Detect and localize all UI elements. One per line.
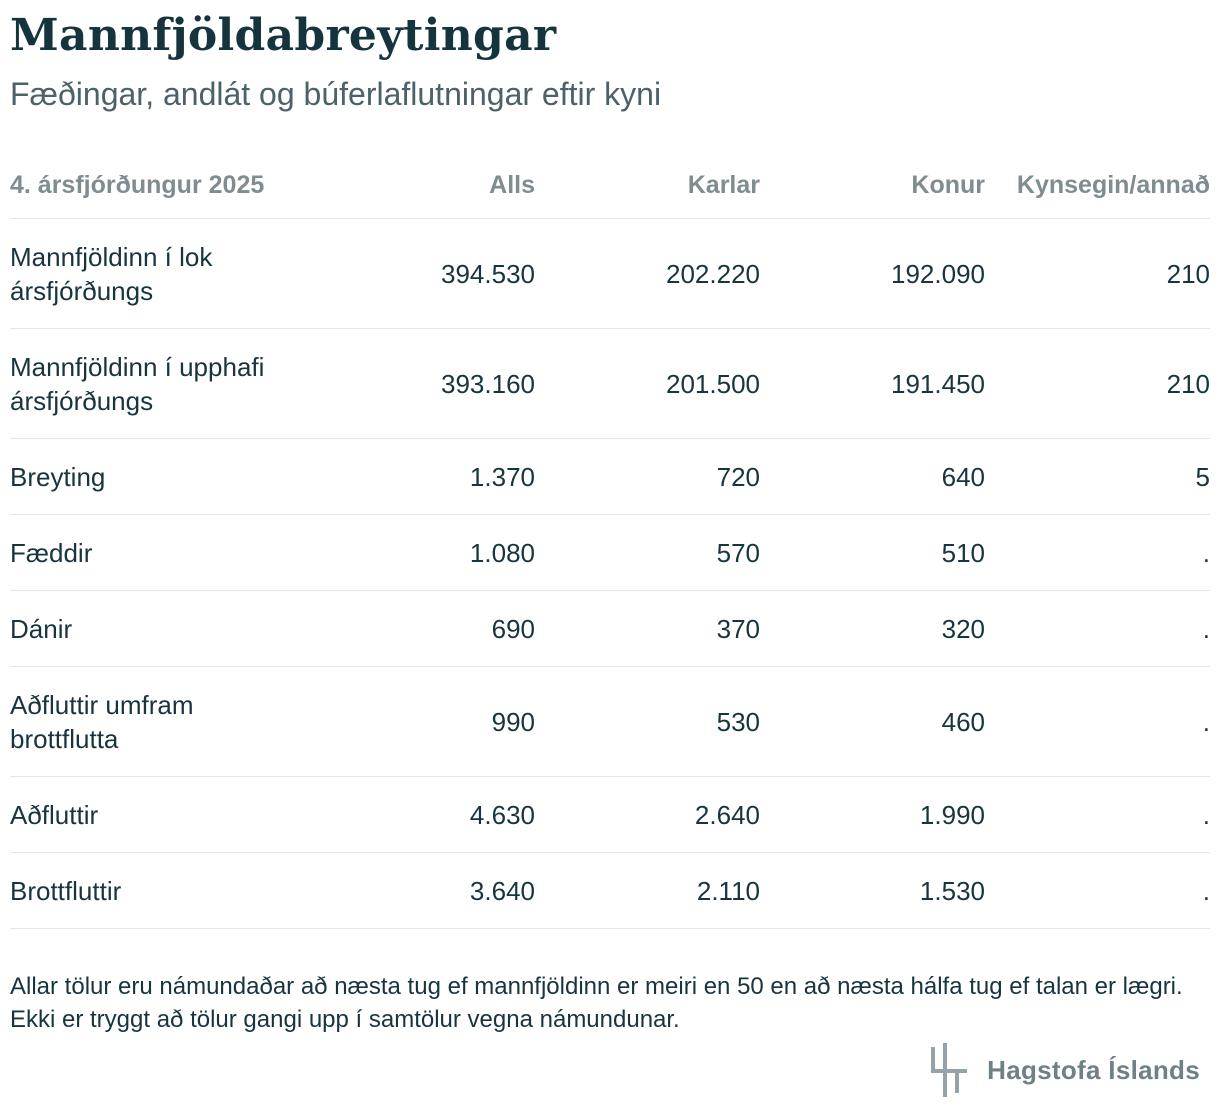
cell-women: 510 xyxy=(760,515,985,591)
row-label xyxy=(10,329,310,439)
table-row xyxy=(10,853,1210,929)
cell-total: 4.630 xyxy=(310,777,535,853)
cell-women: 1.530 xyxy=(760,853,985,929)
cell-total: 690 xyxy=(310,591,535,667)
cell-nonbinary: 210 xyxy=(985,329,1210,439)
cell-nonbinary: 210 xyxy=(985,219,1210,329)
cell-nonbinary: . xyxy=(985,777,1210,853)
brand-name: Hagstofa Íslands xyxy=(987,1054,1200,1085)
cell-women: 192.090 xyxy=(760,219,985,329)
page-title: Mannfjöldabreytingar xyxy=(10,10,557,61)
cell-nonbinary: 5 xyxy=(985,439,1210,515)
table-row xyxy=(10,515,1210,591)
footnote: Allar tölur eru námundaðar að næsta tug ef mannfjöldinn er meiri en 50 en að næsta hálfa tug ef talan er lægri. Ekki er tryggt að tölur gangi upp í samtölur vegna námundunar. xyxy=(10,973,1183,1033)
cell-men: 202.220 xyxy=(535,219,760,329)
cell-men: 720 xyxy=(535,439,760,515)
hagstofa-logo-icon xyxy=(929,1043,969,1097)
row-label-text: Aðfluttir umfram brottflutta xyxy=(10,689,194,754)
table-row xyxy=(10,329,1210,439)
brand xyxy=(929,1043,1200,1097)
cell-total: 394.530 xyxy=(310,219,535,329)
column-header-total: Alls xyxy=(310,152,535,219)
table-header-row xyxy=(10,152,1210,219)
data-table xyxy=(10,152,1210,929)
row-label xyxy=(10,667,310,777)
cell-women: 191.450 xyxy=(760,329,985,439)
cell-total: 990 xyxy=(310,667,535,777)
cell-total: 393.160 xyxy=(310,329,535,439)
cell-men: 530 xyxy=(535,667,760,777)
cell-men: 370 xyxy=(535,591,760,667)
column-header-nonbinary: Kynsegin/annað xyxy=(985,152,1210,219)
cell-women: 320 xyxy=(760,591,985,667)
cell-nonbinary: . xyxy=(985,853,1210,929)
table-row xyxy=(10,219,1210,329)
row-label-text: Mannfjöldinn í upphafi ársfjórðungs xyxy=(10,351,265,416)
column-header-men: Karlar xyxy=(535,152,760,219)
table-row xyxy=(10,667,1210,777)
cell-total: 1.370 xyxy=(310,439,535,515)
cell-women: 640 xyxy=(760,439,985,515)
row-label: Aðfluttir xyxy=(10,777,310,853)
cell-nonbinary: . xyxy=(985,667,1210,777)
page-subtitle: Fæðingar, andlát og búferlaflutningar eftir kyni xyxy=(10,76,662,112)
row-label xyxy=(10,219,310,329)
row-label: Fæddir xyxy=(10,515,310,591)
cell-men: 2.110 xyxy=(535,853,760,929)
row-label: Breyting xyxy=(10,439,310,515)
cell-nonbinary: . xyxy=(985,591,1210,667)
cell-men: 570 xyxy=(535,515,760,591)
column-header-women: Konur xyxy=(760,152,985,219)
table-row xyxy=(10,777,1210,853)
column-header-period: 4. ársfjórðungur 2025 xyxy=(10,152,310,219)
cell-women: 460 xyxy=(760,667,985,777)
cell-men: 201.500 xyxy=(535,329,760,439)
table-row xyxy=(10,591,1210,667)
cell-men: 2.640 xyxy=(535,777,760,853)
cell-nonbinary: . xyxy=(985,515,1210,591)
cell-women: 1.990 xyxy=(760,777,985,853)
table-row xyxy=(10,439,1210,515)
row-label: Dánir xyxy=(10,591,310,667)
row-label: Brottfluttir xyxy=(10,853,310,929)
cell-total: 3.640 xyxy=(310,853,535,929)
cell-total: 1.080 xyxy=(310,515,535,591)
row-label-text: Mannfjöldinn í lok ársfjórðungs xyxy=(10,241,213,306)
